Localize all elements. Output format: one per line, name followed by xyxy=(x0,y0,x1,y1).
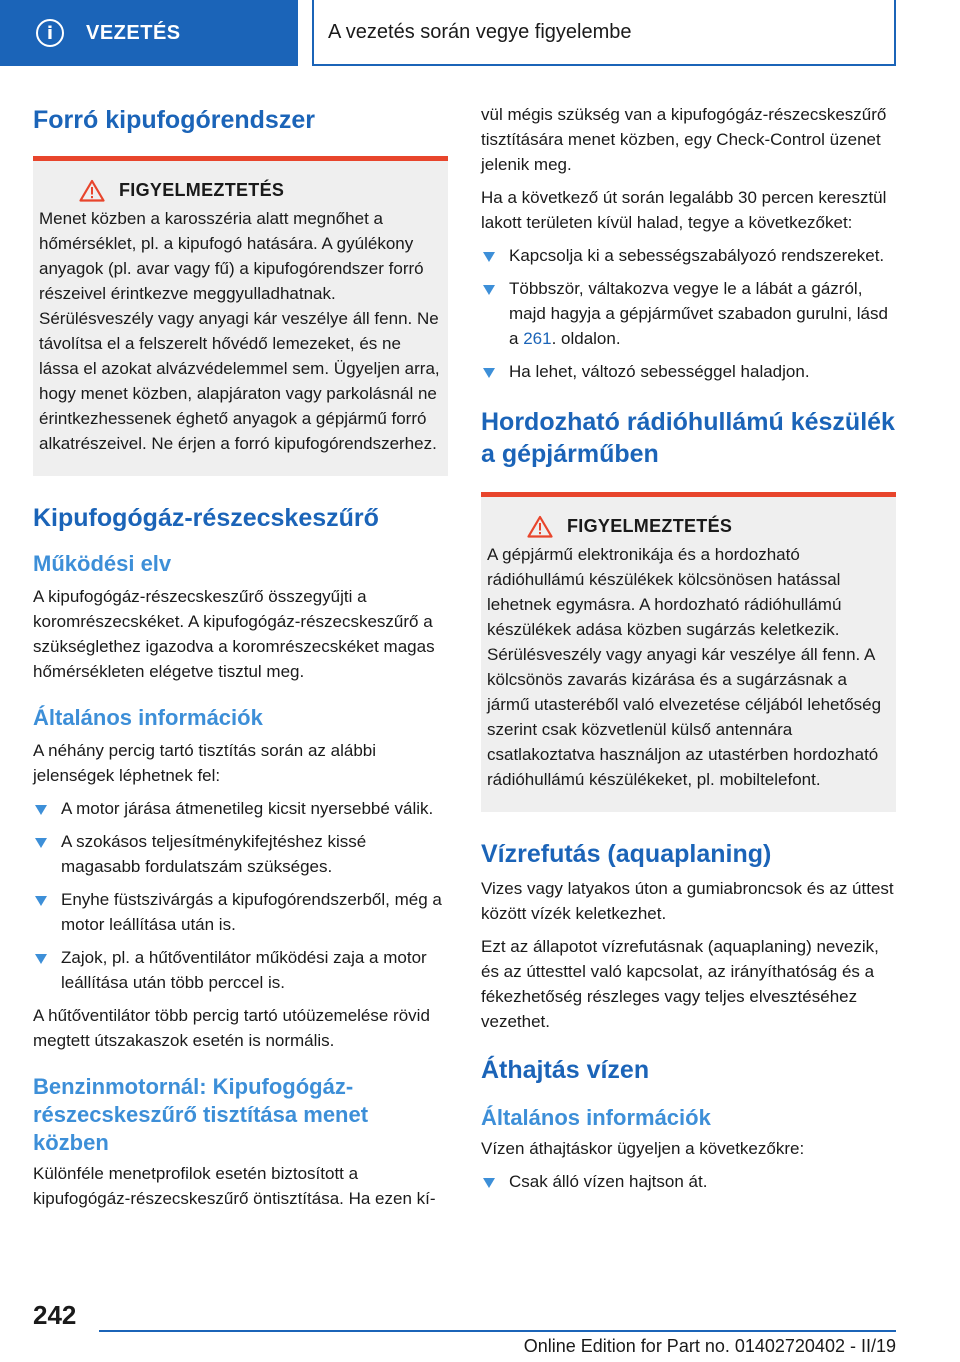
paragraph-next-trip: Ha a következő út során legalább 30 percen keresztül lakott területen kívül halad, tegye a következőket: xyxy=(481,188,887,232)
heading-particle-filter: Kipufogógáz-részecskeszűrő xyxy=(33,504,379,532)
page-header xyxy=(0,0,960,66)
heading-hot-exhaust: Forró kipufogórendszer xyxy=(33,106,315,134)
next-trip-list xyxy=(481,243,896,384)
footer-divider xyxy=(99,1330,896,1332)
list-item: Zajok, pl. a hűtőventilátor működési zaja a motor leállítása után több perccel is. xyxy=(33,945,448,995)
paragraph-water: Vízen áthajtáskor ügyeljen a következőkre: xyxy=(481,1139,805,1158)
general-info-list xyxy=(33,796,448,995)
heading-general-info: Általános információk xyxy=(33,705,263,730)
list-item: Csak álló vízen hajtson át. xyxy=(481,1169,896,1194)
left-column xyxy=(33,96,448,1211)
heading-driving-through-water: Áthajtás vízen xyxy=(481,1056,650,1084)
heading-petrol-cleaning: Benzinmotornál: Kipufogógáz-részecskeszűrő tisztítása menet közben xyxy=(33,1074,369,1155)
footer-edition: Online Edition for Part no. 01402720402 - II/19 xyxy=(523,1336,896,1356)
bullet-triangle-icon xyxy=(35,954,47,964)
section-tab xyxy=(0,0,298,66)
info-icon: i xyxy=(36,19,64,47)
bullet-triangle-icon xyxy=(35,838,47,848)
warning-header xyxy=(39,179,442,202)
paragraph-principle: A kipufogógáz-részecskeszűrő összegyűjti a koromrészecskéket. A kipufogógáz-részecskeszűrő a szükséglethez igazodva a koromrészecskéket magas hőmérsékleten elégetve tisztul meg. xyxy=(33,587,435,681)
heading-principle: Működési elv xyxy=(33,551,172,576)
warning-box-exhaust xyxy=(33,156,448,476)
list-item: Többször, váltakozva vegye le a lábát a gázról, majd hagyja a gépjárművet szabadon gurulni, lásd a 261. oldalon. xyxy=(481,276,896,351)
warning-header xyxy=(487,515,890,538)
paragraph-fan: A hűtőventilátor több percig tartó utóüzemelése rövid megtett útszakaszok esetén is normális. xyxy=(33,1006,430,1050)
bullet-triangle-icon xyxy=(483,285,495,295)
warning-label: FIGYELMEZTETÉS xyxy=(119,180,285,200)
bullet-triangle-icon xyxy=(35,896,47,906)
bullet-triangle-icon xyxy=(35,805,47,815)
heading-portable-radio: Hordozható rádióhullámú készülék a gépjárműben xyxy=(481,408,895,468)
chapter-title-box xyxy=(312,0,896,66)
section-title: VEZETÉS xyxy=(86,21,181,44)
heading-water-general-info: Általános információk xyxy=(481,1105,711,1130)
right-column xyxy=(481,102,896,1202)
warning-box-radio xyxy=(481,492,896,812)
warning-text: Menet közben a karosszéria alatt megnőhet a hőmérséklet, pl. a kipufogó hatására. A gyúlékony anyagok (pl. avar vagy fű) a kipufogórendszer forró részeivel érintkezve meggyulladhatnak. Sérülésveszély vagy anyagi kár veszélye áll fenn. Ne távolítsa el a felszerelt hővédő lemezeket, és ne lássa el azokat alvázvédelemmel sem. Ügyeljen arra, hogy menet közben, alapjáraton vagy parkolásnál ne érintkezhessenek éghető anyagok a gépjármű forró alkatrészeivel. Ne érjen a forró kipufogórendszerhez. xyxy=(39,209,440,453)
list-item: Kapcsolja ki a sebességszabályozó rendszereket. xyxy=(481,243,896,268)
bullet-triangle-icon xyxy=(483,1178,495,1188)
warning-label: FIGYELMEZTETÉS xyxy=(567,516,733,536)
warning-triangle-icon xyxy=(527,515,553,538)
page-reference-link[interactable]: 261 xyxy=(523,329,552,348)
paragraph-check-control: vül mégis szükség van a kipufogógáz-részecskeszűrő tisztítására menet közben, egy Check-Control üzenet jelenik meg. xyxy=(481,105,887,174)
list-item: Ha lehet, változó sebességgel haladjon. xyxy=(481,359,896,384)
paragraph-aquaplaning-2: Ezt az állapotot vízrefutásnak (aquaplaning) nevezik, és az úttesttel való kapcsolat, az irányíthatóság és a fékezhetőség részleges vagy teljes elvesztéséhez vezethet. xyxy=(481,937,879,1031)
bullet-triangle-icon xyxy=(483,368,495,378)
paragraph-general-info: A néhány percig tartó tisztítás során az alábbi jelenségek léphetnek fel: xyxy=(33,741,377,785)
chapter-title: A vezetés során vegye figyelembe xyxy=(328,20,632,43)
heading-aquaplaning: Vízrefutás (aquaplaning) xyxy=(481,840,772,868)
water-list xyxy=(481,1169,896,1194)
warning-text: A gépjármű elektronikája és a hordozható rádióhullámú készülékek kölcsönösen hatással lehetnek egymásra. A hordozható rádióhullámú készülékek adása közben sugárzás keletkezik. Sérülésveszély vagy anyagi kár veszélye áll fenn. A kölcsönös zavarás kizárása és a sugárzásnak a jármű utasteréből való elvezetése céljából lehetőség szerint csak közvetlenül külső antennára csatlakoztatva használjon az utastérben hordozható rádióhullámú készülékeket, pl. mobiltelefont. xyxy=(487,545,882,789)
page-number: 242 xyxy=(33,1300,77,1330)
list-item: Enyhe füstszivárgás a kipufogórendszerből, még a motor leállítása után is. xyxy=(33,887,448,937)
paragraph-petrol-cleaning: Különféle menetprofilok esetén biztosított a kipufogógáz-részecskeszűrő öntisztítása. Ha ezen kí- xyxy=(33,1164,436,1208)
list-item: A szokásos teljesítménykifejtéshez kissé magasabb fordulatszám szükséges. xyxy=(33,829,448,879)
paragraph-aquaplaning-1: Vizes vagy latyakos úton a gumiabroncsok és az úttest között vízék keletkezhet. xyxy=(481,879,894,923)
bullet-triangle-icon xyxy=(483,252,495,262)
list-item: A motor járása átmenetileg kicsit nyersebbé válik. xyxy=(33,796,448,821)
warning-triangle-icon xyxy=(79,179,105,202)
